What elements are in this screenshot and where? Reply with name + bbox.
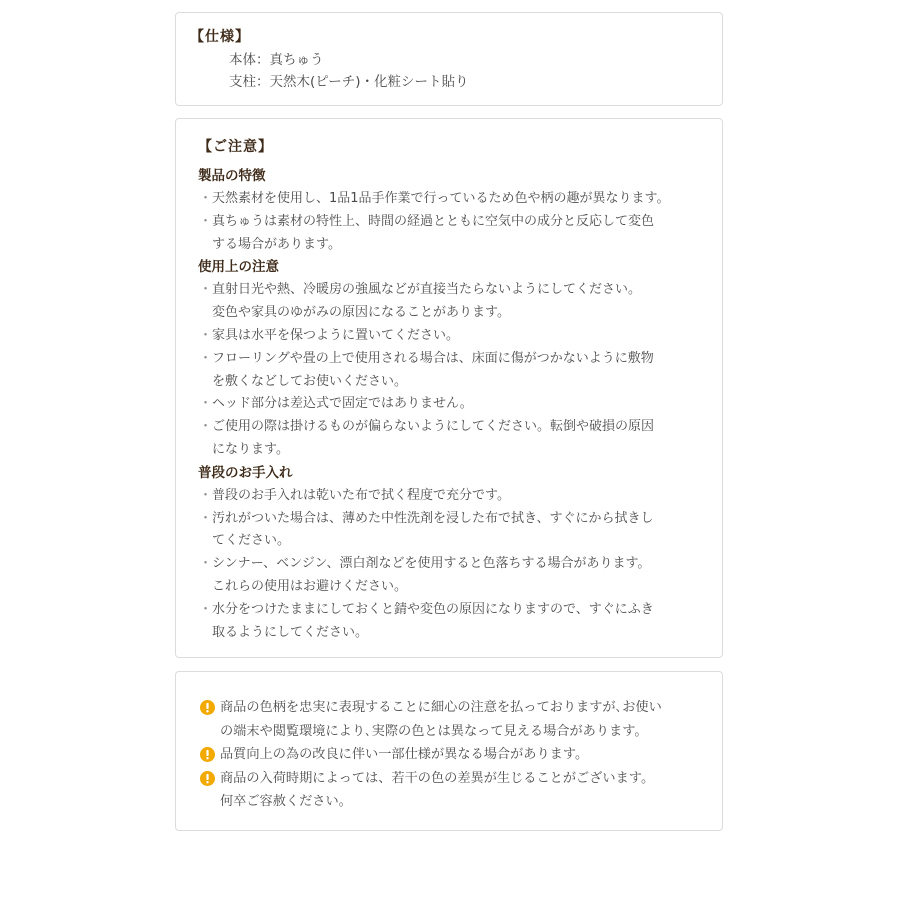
spec-line-pillar: 支柱：天然木(ピーチ)・化粧シート貼り [229,74,469,90]
caution-item [198,211,704,257]
notice-list [200,696,722,814]
caution-item-text: 水分をつけたままにしておくと錆や変色の原因になりますので、すぐにふき [212,601,654,617]
bullet-mark: ・ [199,191,213,206]
caution-item [198,485,704,508]
notice-text: 品質向上の為の改良に伴い一部仕様が異なる場合があります。 [220,747,589,762]
caution-item-text: 家具は水平を保つように置いてください。 [212,327,460,343]
caution-item-text: 取るようにしてください。 [212,624,369,640]
caution-item [198,416,704,462]
caution-item [198,188,704,211]
caution-sections [198,165,722,644]
caution-item-text: 汚れがついた場合は、薄めた中性洗剤を浸した布で拭き、すぐにから拭きし [212,510,654,526]
notice-box [175,671,723,831]
bullet-mark: ・ [199,350,213,366]
caution-item-text: ヘッド部分は差込式で固定ではありません。 [212,396,473,412]
bullet-mark: ・ [199,510,213,526]
notice-text: の端末や閲覧環境により､実際の色とは異なって見える場合があります。 [220,723,648,739]
section-heading: 製品の特徴 [198,168,266,184]
caution-item [198,348,704,394]
caution-item [198,325,704,348]
notice-text: 商品の色柄を忠実に表現することに細心の注意を払っておりますが､お使い [220,700,662,715]
section-heading: 使用上の注意 [198,259,279,276]
caution-title: 【ご注意】 [198,139,273,155]
bullet-mark: ・ [199,396,213,412]
caution-item-text: てください。 [212,533,291,549]
notice-text: 商品の入荷時期によっては、若干の色の差異が生じることがございます。 [220,770,655,786]
bullet-mark: ・ [199,282,213,298]
section-heading: 普段のお手入れ [198,464,293,481]
caution-item-text: 直射日光や熱、冷暖房の強風などが直接当たらないようにしてください。 [212,282,642,298]
caution-item-text: これらの使用はお避けください。 [212,578,408,594]
spec-title: 【仕様】 [190,29,250,45]
caution-item-text: 変色や家具のゆがみの原因になることがあります。 [212,305,510,321]
notice-item [200,767,710,814]
caution-item-text: ご使用の際は掛けるものが偏らないようにしてください。転倒や破損の原因 [212,419,655,435]
caution-item-text: になります。 [212,441,289,457]
caution-item [198,508,704,554]
warning-circle-icon [200,700,215,715]
notice-text: 何卒ご容赦ください。 [220,794,352,809]
bullet-mark: ・ [199,556,213,572]
warning-circle-icon [200,771,215,786]
warning-circle-icon [200,747,215,762]
spec-box [175,12,723,106]
caution-item-text: する場合があります。 [212,236,341,252]
caution-item-text: フローリングや畳の上で使用される場合は、床面に傷がつかないように敷物 [212,350,654,366]
bullet-mark: ・ [199,487,213,503]
bullet-mark: ・ [199,213,213,229]
caution-item-text: を敷くなどしてお使いください。 [212,373,408,389]
caution-item [198,393,704,416]
notice-item [200,743,710,767]
bullet-mark: ・ [199,601,213,617]
caution-item [198,279,704,325]
bullet-mark: ・ [199,327,213,343]
caution-item [198,553,704,599]
spec-line-body: 本体：真ちゅう [229,52,324,68]
caution-item-text: シンナー、ベンジン、漂白剤などを使用すると色落ちする場合があります。 [212,556,651,572]
caution-item [198,599,704,645]
caution-box [175,118,723,658]
caution-item-text: 普段のお手入れは乾いた布で拭く程度で充分です。 [212,487,510,503]
bullet-mark: ・ [199,419,213,435]
notice-item [200,696,710,743]
caution-item-text: 真ちゅうは素材の特性上、時間の経過とともに空気中の成分と反応して変色 [212,213,655,229]
caution-item-text: 天然素材を使用し、1品1品手作業で行っているため色や柄の趣が異なります。 [212,191,670,206]
